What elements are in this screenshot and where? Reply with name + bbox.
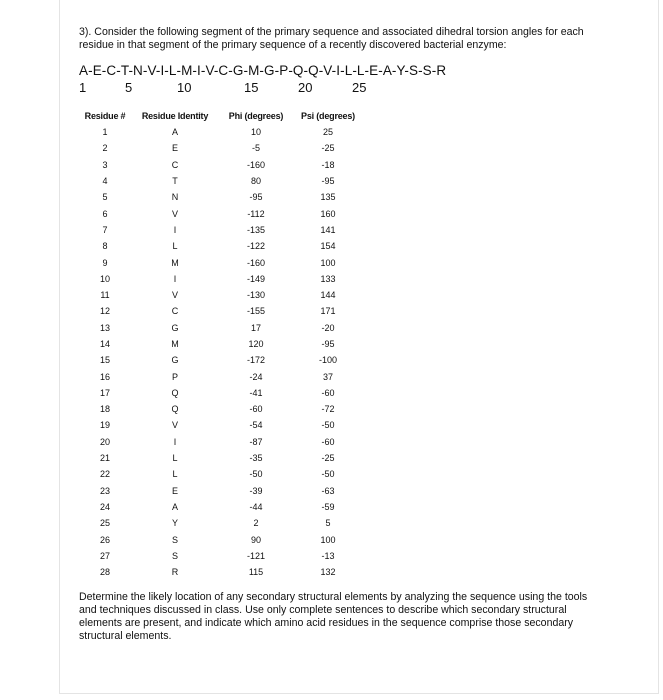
table-row [77, 320, 361, 336]
phi-cell: 80 [250, 176, 261, 187]
residue-number-cell: 19 [99, 420, 110, 431]
table-row [77, 368, 361, 384]
residue-number-cell: 11 [100, 290, 110, 301]
table-row [77, 434, 361, 450]
residue-number-cell: 7 [102, 224, 108, 235]
phi-cell: -135 [246, 224, 265, 235]
ruler-tick-5: 5 [125, 80, 133, 95]
residue-identity-cell: V [171, 208, 178, 219]
psi-cell: -20 [321, 322, 335, 333]
phi-cell: -87 [249, 436, 263, 447]
residue-number-cell: 26 [99, 534, 110, 545]
table-row [77, 385, 361, 401]
residue-number-cell: 25 [99, 518, 110, 529]
residue-number-cell: 1 [102, 127, 108, 138]
table-row [77, 466, 361, 482]
residue-number-cell: 28 [99, 567, 110, 578]
psi-cell: -100 [318, 355, 337, 366]
phi-cell: -149 [246, 273, 265, 284]
table-row [77, 205, 361, 221]
residue-identity-cell: L [172, 241, 178, 252]
table-row [77, 352, 361, 368]
residue-identity-cell: E [171, 485, 178, 496]
psi-cell: -25 [321, 453, 335, 464]
psi-cell: -50 [321, 469, 335, 480]
phi-cell: -60 [249, 404, 263, 415]
phi-cell: -54 [249, 420, 263, 431]
residue-number-cell: 15 [99, 355, 110, 366]
table-row [77, 401, 361, 417]
psi-cell: -50 [321, 420, 335, 431]
psi-cell: 5 [325, 518, 331, 529]
residue-number-cell: 23 [99, 485, 110, 496]
psi-cell: -59 [321, 501, 335, 512]
phi-cell: -130 [246, 290, 265, 301]
table-row [77, 499, 361, 515]
psi-cell: -25 [321, 143, 335, 154]
ruler-tick-10: 10 [177, 80, 192, 95]
psi-cell: 25 [322, 127, 333, 138]
table-row [77, 303, 361, 319]
ruler-tick-20: 20 [298, 80, 313, 95]
phi-cell: 115 [248, 567, 264, 578]
residue-number-cell: 17 [99, 387, 110, 398]
dihedral-angle-table [77, 108, 361, 580]
residue-identity-cell: Q [171, 387, 179, 398]
psi-cell: 135 [320, 192, 336, 203]
residue-number-cell: 27 [99, 550, 110, 561]
ruler-tick-1: 1 [79, 80, 87, 95]
table-row [77, 140, 361, 156]
psi-cell: 37 [322, 371, 333, 382]
table-row [77, 124, 361, 140]
phi-cell: 10 [250, 127, 261, 138]
residue-identity-cell: Y [171, 518, 178, 529]
psi-cell: -13 [321, 550, 335, 561]
psi-cell: 100 [320, 257, 336, 268]
table-row [77, 483, 361, 499]
phi-cell: -44 [249, 501, 263, 512]
residue-number-cell: 10 [99, 273, 110, 284]
residue-number-cell: 4 [102, 176, 108, 187]
residue-number-cell: 21 [99, 453, 110, 464]
header-psi: Psi (degrees) [301, 111, 355, 121]
phi-cell: 120 [248, 339, 264, 349]
residue-identity-cell: G [171, 322, 179, 333]
phi-cell: -5 [251, 143, 260, 154]
psi-cell: 132 [320, 567, 336, 578]
residue-identity-cell: S [171, 550, 178, 561]
residue-identity-cell: L [172, 469, 178, 480]
psi-cell: 144 [320, 290, 336, 301]
residue-identity-cell: T [172, 176, 178, 187]
psi-cell: -72 [321, 404, 335, 415]
table-header-row [77, 108, 361, 124]
sequence-ruler [0, 80, 663, 96]
table-row [77, 417, 361, 433]
residue-identity-cell: V [171, 290, 178, 301]
residue-number-cell: 24 [99, 501, 110, 512]
residue-identity-cell: L [172, 453, 178, 464]
psi-cell: -95 [321, 339, 335, 349]
table-row [77, 173, 361, 189]
psi-cell: -60 [321, 436, 335, 447]
residue-identity-cell: G [171, 355, 179, 366]
phi-cell: -160 [246, 159, 265, 170]
question-text: 3). Consider the following segment of the primary sequence and associated dihedral torsion angles for each residue in that segment of the primary sequence of a recently discovered bacterial enzyme: [79, 26, 584, 51]
phi-cell: -39 [249, 485, 263, 496]
residue-identity-cell: I [173, 224, 177, 235]
table-row [77, 222, 361, 238]
residue-number-cell: 16 [99, 371, 110, 382]
residue-identity-cell: R [171, 567, 179, 578]
table-row [77, 238, 361, 254]
table-row [77, 254, 361, 270]
phi-cell: 90 [250, 534, 261, 545]
psi-cell: -95 [321, 176, 335, 187]
table-row [77, 548, 361, 564]
table-row [77, 450, 361, 466]
residue-number-cell: 2 [102, 143, 108, 154]
phi-cell: -122 [246, 241, 265, 252]
residue-number-cell: 8 [102, 241, 108, 252]
residue-number-cell: 9 [102, 257, 108, 268]
residue-identity-cell: S [171, 534, 178, 545]
table-row [77, 287, 361, 303]
phi-cell: -24 [249, 371, 263, 382]
residue-identity-cell: A [171, 127, 178, 138]
psi-cell: 141 [320, 224, 336, 235]
phi-cell: -160 [246, 257, 265, 268]
header-residue-number: Residue # [84, 111, 126, 121]
residue-number-cell: 18 [99, 404, 110, 415]
residue-identity-cell: E [171, 143, 178, 154]
residue-number-cell: 6 [102, 208, 108, 219]
residue-identity-cell: C [171, 159, 179, 170]
residue-number-cell: 13 [99, 322, 110, 333]
residue-number-cell: 14 [99, 339, 110, 349]
psi-cell: 133 [320, 273, 336, 284]
residue-identity-cell: V [171, 420, 178, 431]
residue-number-cell: 5 [102, 192, 108, 203]
phi-cell: -172 [246, 355, 265, 366]
table-row [77, 271, 361, 287]
phi-cell: -41 [249, 387, 263, 398]
psi-cell: -18 [321, 159, 335, 170]
psi-cell: 100 [320, 534, 336, 545]
phi-cell: -50 [249, 469, 263, 480]
header-phi: Phi (degrees) [228, 111, 284, 121]
residue-number-cell: 20 [99, 436, 110, 447]
phi-cell: 2 [253, 518, 259, 529]
table-row [77, 157, 361, 173]
phi-cell: -155 [246, 306, 265, 317]
ruler-tick-15: 15 [244, 80, 259, 95]
table-row [77, 189, 361, 205]
residue-identity-cell: Q [171, 404, 179, 415]
psi-cell: 171 [320, 306, 336, 317]
phi-cell: 17 [250, 322, 261, 333]
residue-number-cell: 22 [99, 469, 110, 480]
ruler-tick-25: 25 [352, 80, 367, 95]
table-row [77, 515, 361, 531]
residue-identity-cell: M [171, 339, 179, 349]
residue-identity-cell: N [171, 192, 179, 203]
table-body [77, 124, 361, 580]
psi-cell: 154 [320, 241, 336, 252]
phi-cell: -112 [247, 208, 265, 219]
residue-identity-cell: I [173, 273, 177, 284]
residue-identity-cell: A [171, 501, 178, 512]
primary-sequence: A-E-C-T-N-V-I-L-M-I-V-C-G-M-G-P-Q-Q-V-I-L-L-E-A-Y-S-S-R [79, 63, 447, 78]
phi-cell: -95 [249, 192, 263, 203]
residue-number-cell: 3 [102, 159, 108, 170]
residue-number-cell: 12 [99, 306, 110, 317]
table-row [77, 336, 361, 352]
psi-cell: -60 [321, 387, 335, 398]
table-row [77, 531, 361, 547]
psi-cell: 160 [320, 208, 336, 219]
instructions-text: Determine the likely location of any secondary structural elements by analyzing the sequence using the tools and techniques discussed in class. Use only complete sentences to describe which secondary structural elements are present, and indicate which amino acid residues in the sequence comprise those secondary structural elements. [79, 591, 588, 642]
table-row [77, 564, 361, 580]
residue-identity-cell: P [171, 371, 178, 382]
phi-cell: -35 [249, 453, 263, 464]
residue-identity-cell: M [171, 257, 179, 268]
phi-cell: -121 [246, 550, 265, 561]
header-residue-identity: Residue Identity [141, 111, 209, 121]
residue-identity-cell: I [173, 436, 177, 447]
psi-cell: -63 [321, 485, 335, 496]
residue-identity-cell: C [171, 306, 179, 317]
